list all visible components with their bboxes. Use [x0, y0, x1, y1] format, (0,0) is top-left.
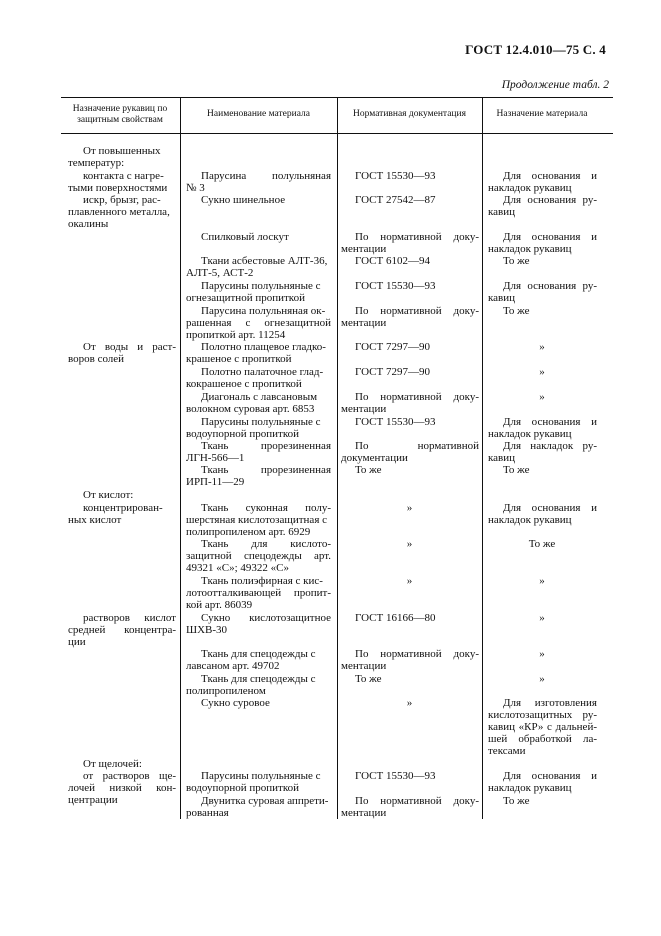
material-text: полипропиленом	[186, 685, 266, 697]
ditto-mark: »	[539, 391, 545, 403]
material-text: ЛГН-566—1	[186, 452, 245, 464]
ditto-mark: »	[539, 366, 545, 378]
normative-doc: ГОСТ 15530—93	[355, 170, 436, 182]
normative-doc: ментации	[341, 243, 387, 255]
purpose-text: лочей низкой кон-	[68, 782, 176, 794]
ditto-mark: »	[539, 575, 545, 587]
material-text: кокрашеное с пропиткой	[186, 378, 302, 390]
material-text: 49321 «С»; 49322 «С»	[186, 562, 289, 574]
material-text: волокном суровая арт. 6853	[186, 403, 315, 415]
material-text: Ткани асбестовые АЛТ-36,	[201, 255, 328, 267]
column-header-purpose: Назначение рукавиц по защитным свойствам	[72, 104, 168, 125]
material-text: кой арт. 86039	[186, 599, 253, 611]
material-text: шерстяная кислотозащитная с	[186, 514, 328, 526]
purpose-text: От повышенных	[83, 145, 161, 157]
purpose-of-material: кавиц «КР» с дальней-	[488, 721, 597, 733]
material-text: Спилковый лоскут	[201, 231, 289, 243]
purpose-of-material: Для основания и	[503, 770, 597, 782]
normative-doc: ГОСТ 7297—90	[355, 341, 430, 353]
purpose-of-material: Для основания ру-	[503, 194, 597, 206]
purpose-of-material: Для основания и	[503, 416, 597, 428]
purpose-text: От щелочей:	[83, 758, 142, 770]
ditto-mark: »	[406, 538, 413, 550]
purpose-of-material: То же	[503, 464, 530, 476]
purpose-text: ции	[68, 636, 86, 648]
purpose-text: концентрирован-	[83, 502, 163, 514]
material-text: Сукно кислотозащитное	[201, 612, 331, 624]
material-text: рашенная с огнезащитной	[186, 317, 331, 329]
material-text: АЛТ-5, АСТ-2	[186, 267, 254, 279]
material-text: Сукно суровое	[201, 697, 270, 709]
material-text: Парусины полульняные с	[201, 770, 321, 782]
material-text: лотоотталкивающей пропит-	[186, 587, 331, 599]
purpose-text: тыми поверхностями	[68, 182, 168, 194]
material-text: Ткань прорезиненная	[201, 464, 331, 476]
normative-doc: ГОСТ 15530—93	[355, 280, 436, 292]
purpose-text: ных кислот	[68, 514, 122, 526]
normative-doc: По нормативной доку-	[355, 305, 479, 317]
material-text: огнезащитной пропиткой	[186, 292, 305, 304]
normative-doc: ГОСТ 7297—90	[355, 366, 430, 378]
purpose-of-material: накладок рукавиц	[488, 428, 572, 440]
purpose-text: температур:	[68, 157, 125, 169]
material-text: Ткань для спецодежды с	[201, 673, 316, 685]
normative-doc: ментации	[341, 317, 387, 329]
normative-doc: По нормативной доку-	[355, 648, 479, 660]
purpose-of-material: Для основания ру-	[503, 280, 597, 292]
ditto-mark: »	[539, 648, 545, 660]
material-text: Парусина полульняная ок-	[201, 305, 326, 317]
purpose-text: воров солей	[68, 353, 125, 365]
normative-doc: По нормативной доку-	[355, 391, 479, 403]
material-text: полипропиленом арт. 6929	[186, 526, 311, 538]
purpose-text: от растворов ще-	[83, 770, 176, 782]
material-text: рованная	[186, 807, 229, 819]
column-divider	[180, 97, 181, 819]
purpose-of-material: Для изготовления	[503, 697, 597, 709]
normative-doc: То же	[355, 464, 382, 476]
normative-doc: ГОСТ 27542—87	[355, 194, 436, 206]
material-text: Ткань для спецодежды с	[201, 648, 316, 660]
material-text: лавсаном арт. 49702	[186, 660, 280, 672]
purpose-text: От кислот:	[83, 489, 134, 501]
purpose-of-material: кавиц	[488, 292, 516, 304]
purpose-of-material: кислотозащитных ру-	[488, 709, 597, 721]
normative-doc: ментации	[341, 807, 387, 819]
material-text: Ткань для кислото-	[201, 538, 331, 550]
purpose-of-material: То же	[503, 255, 530, 267]
normative-doc: По нормативной доку-	[355, 231, 479, 243]
material-text: защитной спецодежды арт.	[186, 550, 331, 562]
purpose-of-material: тексами	[488, 745, 526, 757]
material-text: крашеное с пропиткой	[186, 353, 292, 365]
normative-doc: ГОСТ 15530—93	[355, 770, 436, 782]
purpose-of-material: То же	[503, 305, 530, 317]
material-text: ШХВ-30	[186, 624, 228, 636]
purpose-text: средней концентра-	[68, 624, 176, 636]
material-text: Ткань полиэфирная с кис-	[201, 575, 323, 587]
ditto-mark: »	[539, 673, 545, 685]
purpose-of-material: То же	[528, 538, 556, 550]
material-text: Диагональ с лавсановым	[201, 391, 318, 403]
purpose-text: От воды и раст-	[83, 341, 176, 353]
purpose-of-material: Для основания и	[503, 170, 597, 182]
purpose-text: окалины	[68, 218, 109, 230]
normative-doc: По нормативной	[355, 440, 479, 452]
purpose-text: растворов кислот	[83, 612, 176, 624]
purpose-of-material: Для основания и	[503, 502, 597, 514]
purpose-of-material: То же	[503, 795, 530, 807]
normative-doc: ГОСТ 6102—94	[355, 255, 430, 267]
material-text: пропиткой арт. 11254	[186, 329, 286, 341]
column-header-material: Наименование материала	[207, 109, 310, 119]
material-text: Двунитка суровая аппрети-	[201, 795, 329, 807]
material-text: Парусины полульняные с	[201, 280, 321, 292]
column-divider	[337, 97, 338, 819]
purpose-of-material: кавиц	[488, 452, 516, 464]
material-text: Парусина полульняная	[201, 170, 331, 182]
column-header-material-purpose: Назначение материала	[496, 109, 588, 119]
purpose-text: центрации	[68, 794, 118, 806]
purpose-of-material: шей обработкой ла-	[488, 733, 597, 745]
purpose-text: контакта с нагре-	[83, 170, 164, 182]
material-text: водоупорной пропиткой	[186, 782, 300, 794]
column-header-normative: Нормативная документация	[353, 109, 466, 119]
normative-doc: По нормативной доку-	[355, 795, 479, 807]
normative-doc: документации	[341, 452, 408, 464]
ditto-mark: »	[539, 612, 545, 624]
material-text: Полотно палаточное глад-	[201, 366, 324, 378]
purpose-of-material: накладок рукавиц	[488, 514, 572, 526]
normative-doc: ментации	[341, 403, 387, 415]
material-text: Ткань суконная полу-	[201, 502, 331, 514]
purpose-of-material: кавиц	[488, 206, 516, 218]
material-text: водоупорной пропиткой	[186, 428, 300, 440]
purpose-of-material: Для накладок ру-	[503, 440, 597, 452]
material-text: № 3	[186, 182, 205, 194]
normative-doc: То же	[355, 673, 382, 685]
normative-doc: ментации	[341, 660, 387, 672]
purpose-of-material: накладок рукавиц	[488, 182, 572, 194]
table-continuation-label: Продолжение табл. 2	[501, 79, 609, 91]
material-text: Сукно шинельное	[201, 194, 286, 206]
document-header: ГОСТ 12.4.010—75 С. 4	[465, 42, 606, 57]
column-divider	[482, 97, 483, 819]
material-text: Парусины полульняные с	[201, 416, 321, 428]
ditto-mark: »	[406, 502, 413, 514]
ditto-mark: »	[406, 697, 413, 709]
purpose-text: плавленного металла,	[68, 206, 170, 218]
purpose-text: искр, брызг, рас-	[83, 194, 161, 206]
material-text: Полотно плащевое гладко-	[201, 341, 326, 353]
purpose-of-material: накладок рукавиц	[488, 243, 572, 255]
ditto-mark: »	[406, 575, 413, 587]
normative-doc: ГОСТ 16166—80	[355, 612, 436, 624]
purpose-of-material: Для основания и	[503, 231, 597, 243]
purpose-of-material: накладок рукавиц	[488, 782, 572, 794]
ditto-mark: »	[539, 341, 545, 353]
material-text: Ткань прорезиненная	[201, 440, 331, 452]
material-text: ИРП-11—29	[186, 476, 245, 488]
normative-doc: ГОСТ 15530—93	[355, 416, 436, 428]
